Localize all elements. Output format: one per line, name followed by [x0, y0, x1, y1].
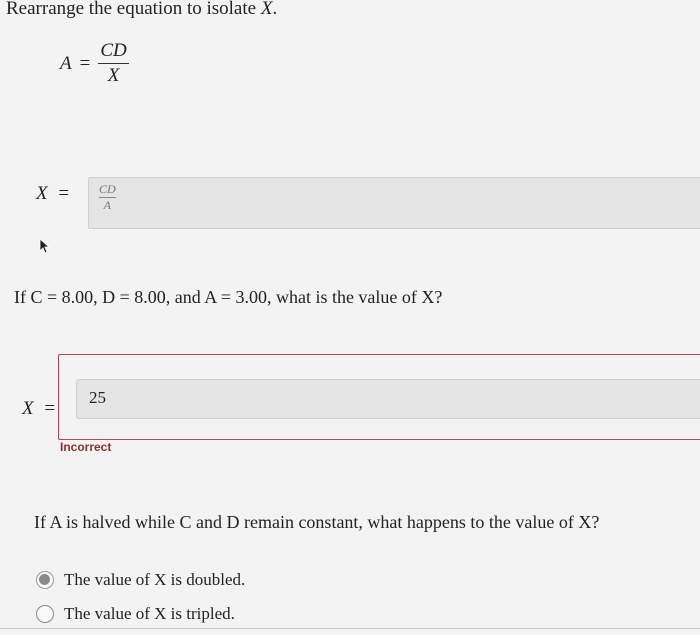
- question2-text: If C = 8.00, D = 8.00, and A = 3.00, what is the value of X?: [14, 287, 443, 307]
- answer1-numerator: CD: [99, 182, 116, 196]
- incorrect-feedback: Incorrect: [60, 440, 112, 454]
- answer2-label-equals: =: [44, 398, 56, 419]
- answer1-fraction: [99, 182, 116, 213]
- radio-unselected-icon[interactable]: [36, 605, 54, 623]
- answer2-label: [22, 398, 55, 420]
- equation-denominator: X: [107, 65, 120, 86]
- equation-equals: =: [79, 52, 91, 74]
- title-variable: X: [260, 0, 273, 19]
- bottom-divider: [0, 628, 700, 629]
- answer2-input[interactable]: 25: [76, 379, 700, 419]
- radio-selected-icon[interactable]: [36, 571, 54, 589]
- problem-title: [6, 0, 277, 20]
- title-period: .: [272, 0, 278, 19]
- answer1-label-equals: =: [58, 183, 70, 204]
- question3-text: If A is halved while C and D remain constant, what happens to the value of X?: [34, 512, 600, 532]
- title-text: Rearrange the equation to isolate: [6, 0, 261, 19]
- equation-lhs: A: [60, 52, 72, 74]
- option-tripled[interactable]: [36, 604, 235, 624]
- given-equation: [60, 40, 129, 87]
- option-doubled[interactable]: [36, 570, 245, 590]
- equation-fraction: [98, 40, 128, 87]
- option-doubled-label: The value of X is doubled.: [64, 570, 246, 589]
- mouse-cursor-icon: [36, 238, 50, 254]
- answer1-denominator: A: [103, 198, 111, 212]
- answer1-label: [36, 183, 69, 205]
- answer1-input[interactable]: [88, 177, 700, 229]
- equation-numerator: CD: [100, 40, 127, 61]
- answer1-label-var: X: [36, 183, 48, 204]
- option-tripled-label: The value of X is tripled.: [64, 604, 235, 623]
- answer2-label-var: X: [22, 398, 34, 419]
